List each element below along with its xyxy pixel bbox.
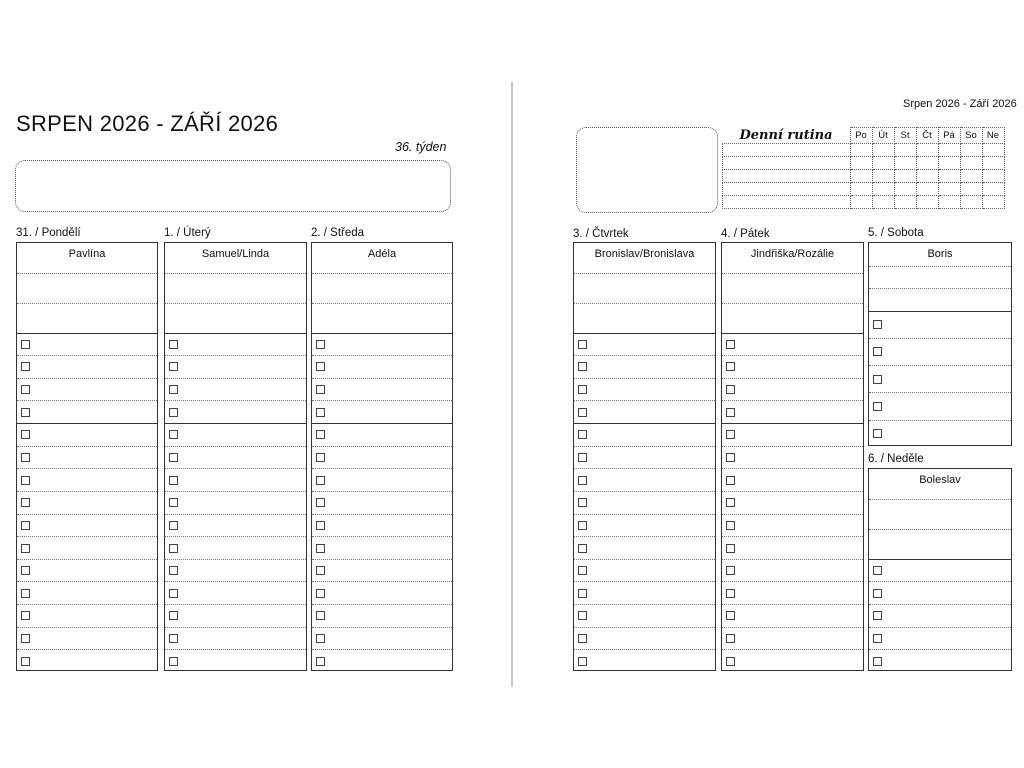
- section-divider: [312, 423, 452, 424]
- task-line: [17, 581, 157, 582]
- week-number: 36. týden: [395, 140, 447, 154]
- task-line: [17, 536, 157, 537]
- name-day: Samuel/Linda: [201, 248, 270, 260]
- task-checkbox[interactable]: [873, 611, 882, 620]
- task-checkbox[interactable]: [169, 544, 178, 553]
- task-line: [574, 355, 715, 356]
- day-column: [164, 242, 307, 671]
- task-checkbox[interactable]: [169, 521, 178, 530]
- note-line: [165, 273, 306, 274]
- task-checkbox[interactable]: [873, 375, 882, 384]
- note-line: [312, 303, 452, 304]
- day-label: 2. / Středa: [311, 227, 365, 239]
- section-divider: [869, 311, 1011, 312]
- task-checkbox[interactable]: [169, 340, 178, 349]
- week-notes-box[interactable]: [15, 160, 451, 212]
- note-line: [17, 273, 157, 274]
- task-checkbox[interactable]: [169, 566, 178, 575]
- task-checkbox[interactable]: [726, 340, 735, 349]
- task-checkbox[interactable]: [21, 498, 30, 507]
- task-checkbox[interactable]: [21, 340, 30, 349]
- task-line: [17, 468, 157, 469]
- task-checkbox[interactable]: [578, 385, 587, 394]
- day-column: [868, 242, 1012, 446]
- task-line: [17, 559, 157, 560]
- task-checkbox[interactable]: [726, 589, 735, 598]
- task-line: [722, 581, 863, 582]
- task-checkbox[interactable]: [578, 408, 587, 417]
- task-checkbox[interactable]: [726, 521, 735, 530]
- task-line: [869, 420, 1011, 421]
- section-divider: [574, 333, 715, 334]
- routine-day-fri: Pá: [938, 128, 960, 144]
- task-checkbox[interactable]: [316, 657, 325, 666]
- name-day: Adéla: [367, 248, 397, 260]
- task-checkbox[interactable]: [726, 634, 735, 643]
- task-line: [722, 491, 863, 492]
- task-line: [17, 446, 157, 447]
- note-line: [165, 303, 306, 304]
- routine-day-tue: Út: [872, 128, 894, 144]
- task-line: [574, 400, 715, 401]
- name-day: Boleslav: [919, 474, 961, 486]
- page-title: SRPEN 2026 - ZÁŘÍ 2026: [16, 111, 279, 136]
- task-line: [312, 559, 452, 560]
- task-checkbox[interactable]: [726, 385, 735, 394]
- task-line: [722, 627, 863, 628]
- task-line: [312, 536, 452, 537]
- daily-routine-table: [722, 127, 1005, 209]
- task-line: [165, 559, 306, 560]
- day-column: [311, 242, 453, 671]
- task-line: [165, 649, 306, 650]
- section-divider: [17, 333, 157, 334]
- task-line: [869, 649, 1011, 650]
- task-checkbox[interactable]: [169, 498, 178, 507]
- task-checkbox[interactable]: [169, 611, 178, 620]
- section-divider: [312, 333, 452, 334]
- task-line: [574, 536, 715, 537]
- task-line: [869, 338, 1011, 339]
- task-line: [574, 559, 715, 560]
- task-line: [312, 604, 452, 605]
- task-line: [722, 378, 863, 379]
- task-checkbox[interactable]: [726, 566, 735, 575]
- day-label: 5. / Sobota: [868, 227, 924, 239]
- task-checkbox[interactable]: [873, 402, 882, 411]
- note-line: [869, 266, 1011, 267]
- task-line: [574, 604, 715, 605]
- task-line: [574, 627, 715, 628]
- task-checkbox[interactable]: [169, 408, 178, 417]
- routine-row[interactable]: [723, 156, 1005, 169]
- day-column: [573, 242, 716, 671]
- note-line: [17, 303, 157, 304]
- task-line: [722, 355, 863, 356]
- task-checkbox[interactable]: [578, 340, 587, 349]
- task-checkbox[interactable]: [578, 362, 587, 371]
- task-line: [574, 581, 715, 582]
- task-checkbox[interactable]: [21, 634, 30, 643]
- task-line: [574, 491, 715, 492]
- task-checkbox[interactable]: [726, 453, 735, 462]
- task-checkbox[interactable]: [21, 611, 30, 620]
- routine-day-mon: Po: [850, 128, 872, 144]
- task-checkbox[interactable]: [169, 657, 178, 666]
- note-line: [869, 288, 1011, 289]
- routine-day-wed: St: [894, 128, 916, 144]
- task-line: [722, 604, 863, 605]
- task-checkbox[interactable]: [578, 430, 587, 439]
- task-checkbox[interactable]: [316, 611, 325, 620]
- task-line: [869, 627, 1011, 628]
- task-line: [165, 400, 306, 401]
- task-checkbox[interactable]: [21, 476, 30, 485]
- task-checkbox[interactable]: [726, 408, 735, 417]
- task-checkbox[interactable]: [21, 566, 30, 575]
- day-column: [16, 242, 158, 671]
- task-line: [312, 581, 452, 582]
- task-line: [165, 355, 306, 356]
- task-checkbox[interactable]: [578, 634, 587, 643]
- task-line: [574, 378, 715, 379]
- task-line: [165, 446, 306, 447]
- task-line: [165, 536, 306, 537]
- name-day: Bronislav/Bronislava: [594, 248, 695, 260]
- task-line: [722, 536, 863, 537]
- day-label: 4. / Pátek: [721, 228, 770, 240]
- task-line: [574, 468, 715, 469]
- task-line: [574, 514, 715, 515]
- task-checkbox[interactable]: [169, 476, 178, 485]
- task-checkbox[interactable]: [316, 385, 325, 394]
- task-line: [165, 514, 306, 515]
- task-line: [312, 355, 452, 356]
- routine-day-sun: Ne: [982, 128, 1004, 144]
- task-checkbox[interactable]: [169, 430, 178, 439]
- page-spine: [511, 82, 513, 687]
- page-subtitle: Srpen 2026 - Září 2026: [903, 98, 1017, 110]
- task-line: [722, 468, 863, 469]
- task-checkbox[interactable]: [316, 544, 325, 553]
- task-line: [165, 378, 306, 379]
- task-line: [17, 491, 157, 492]
- task-checkbox[interactable]: [578, 566, 587, 575]
- note-line: [312, 273, 452, 274]
- task-line: [869, 604, 1011, 605]
- task-line: [17, 604, 157, 605]
- name-day: Pavlína: [68, 248, 106, 260]
- task-checkbox[interactable]: [316, 476, 325, 485]
- note-line: [869, 529, 1011, 530]
- note-line: [722, 303, 863, 304]
- task-checkbox[interactable]: [726, 657, 735, 666]
- day-label: 1. / Úterý: [164, 227, 211, 239]
- task-checkbox[interactable]: [21, 521, 30, 530]
- task-line: [165, 468, 306, 469]
- task-line: [722, 559, 863, 560]
- section-divider: [869, 559, 1011, 560]
- section-divider: [722, 423, 863, 424]
- task-checkbox[interactable]: [726, 498, 735, 507]
- task-line: [722, 514, 863, 515]
- routine-row[interactable]: [723, 195, 1005, 208]
- task-checkbox[interactable]: [873, 320, 882, 329]
- routine-day-thu: Čt: [916, 128, 938, 144]
- task-checkbox[interactable]: [21, 430, 30, 439]
- task-checkbox[interactable]: [316, 498, 325, 507]
- task-checkbox[interactable]: [21, 657, 30, 666]
- day-column: [868, 468, 1012, 671]
- task-checkbox[interactable]: [873, 347, 882, 356]
- task-checkbox[interactable]: [316, 521, 325, 530]
- task-line: [17, 627, 157, 628]
- routine-row[interactable]: [723, 169, 1005, 182]
- name-day: Boris: [927, 248, 953, 260]
- task-checkbox[interactable]: [21, 362, 30, 371]
- day-label: 6. / Neděle: [868, 453, 924, 465]
- task-line: [574, 446, 715, 447]
- task-checkbox[interactable]: [578, 521, 587, 530]
- routine-title: Denní rutina: [723, 128, 851, 144]
- task-line: [312, 627, 452, 628]
- day-label: 3. / Čtvrtek: [573, 228, 629, 240]
- task-checkbox[interactable]: [873, 634, 882, 643]
- task-line: [165, 491, 306, 492]
- task-checkbox[interactable]: [578, 498, 587, 507]
- section-divider: [165, 423, 306, 424]
- task-checkbox[interactable]: [873, 429, 882, 438]
- task-line: [869, 392, 1011, 393]
- task-checkbox[interactable]: [316, 340, 325, 349]
- task-checkbox[interactable]: [578, 611, 587, 620]
- task-checkbox[interactable]: [316, 408, 325, 417]
- task-checkbox[interactable]: [316, 566, 325, 575]
- task-checkbox[interactable]: [316, 453, 325, 462]
- section-divider: [17, 423, 157, 424]
- task-checkbox[interactable]: [21, 385, 30, 394]
- routine-day-sat: So: [960, 128, 982, 144]
- task-line: [17, 355, 157, 356]
- routine-row[interactable]: [723, 143, 1005, 156]
- task-line: [165, 604, 306, 605]
- notes-box[interactable]: [576, 127, 718, 213]
- task-checkbox[interactable]: [169, 362, 178, 371]
- task-line: [722, 400, 863, 401]
- task-checkbox[interactable]: [578, 589, 587, 598]
- task-checkbox[interactable]: [726, 611, 735, 620]
- note-line: [722, 273, 863, 274]
- task-checkbox[interactable]: [316, 634, 325, 643]
- section-divider: [722, 333, 863, 334]
- task-checkbox[interactable]: [726, 362, 735, 371]
- task-line: [17, 400, 157, 401]
- task-line: [312, 400, 452, 401]
- task-checkbox[interactable]: [21, 544, 30, 553]
- task-line: [722, 649, 863, 650]
- day-label: 31. / Pondělí: [16, 227, 81, 239]
- task-line: [165, 627, 306, 628]
- day-column: [721, 242, 864, 671]
- task-checkbox[interactable]: [21, 408, 30, 417]
- task-line: [165, 581, 306, 582]
- task-checkbox[interactable]: [726, 476, 735, 485]
- task-checkbox[interactable]: [873, 657, 882, 666]
- task-checkbox[interactable]: [578, 657, 587, 666]
- task-line: [312, 378, 452, 379]
- task-line: [17, 378, 157, 379]
- task-line: [17, 514, 157, 515]
- task-checkbox[interactable]: [578, 544, 587, 553]
- task-checkbox[interactable]: [169, 385, 178, 394]
- task-checkbox[interactable]: [873, 589, 882, 598]
- task-line: [312, 514, 452, 515]
- note-line: [574, 273, 715, 274]
- note-line: [574, 303, 715, 304]
- note-line: [869, 499, 1011, 500]
- task-checkbox[interactable]: [578, 453, 587, 462]
- task-checkbox[interactable]: [21, 589, 30, 598]
- task-line: [869, 581, 1011, 582]
- task-line: [17, 649, 157, 650]
- section-divider: [574, 423, 715, 424]
- task-checkbox[interactable]: [578, 476, 587, 485]
- task-checkbox[interactable]: [316, 362, 325, 371]
- task-line: [574, 649, 715, 650]
- task-line: [869, 365, 1011, 366]
- task-checkbox[interactable]: [726, 544, 735, 553]
- section-divider: [165, 333, 306, 334]
- task-checkbox[interactable]: [316, 589, 325, 598]
- task-checkbox[interactable]: [169, 453, 178, 462]
- task-checkbox[interactable]: [873, 566, 882, 575]
- task-checkbox[interactable]: [169, 589, 178, 598]
- task-line: [312, 446, 452, 447]
- task-checkbox[interactable]: [726, 430, 735, 439]
- task-line: [312, 468, 452, 469]
- task-checkbox[interactable]: [169, 634, 178, 643]
- task-line: [312, 491, 452, 492]
- routine-row[interactable]: [723, 182, 1005, 195]
- task-line: [312, 649, 452, 650]
- task-checkbox[interactable]: [21, 453, 30, 462]
- task-line: [722, 446, 863, 447]
- name-day: Jindřiška/Rozálie: [750, 248, 835, 260]
- task-checkbox[interactable]: [316, 430, 325, 439]
